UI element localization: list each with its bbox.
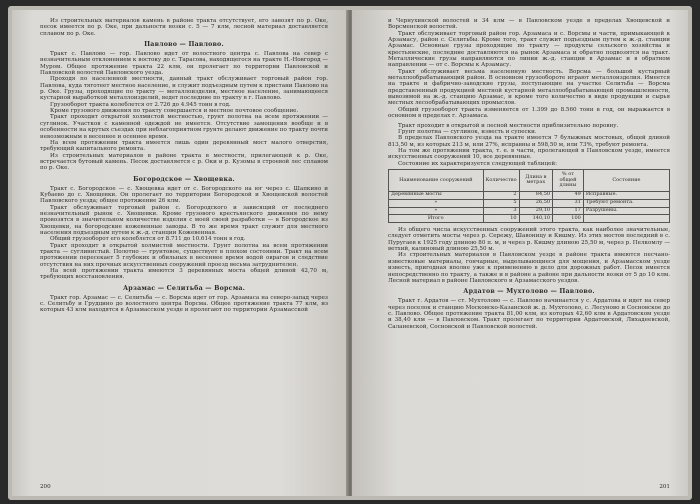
section-heading: Ардатов — Мухтолово — Павлово. (463, 288, 595, 296)
paragraph: Тракт обслуживает весьма населенную местность. Ворсма — большой кустарный металлообрабатывающий район. В основном грузообороте играют металлоизделия. Имеется на тракте и фабрично-заводские грузы, поступающие на участке Селитьба — Ворсма представленный продукцией местной кустарной металлообрабатывающей промышленности, вывозимой на ж.-д. станцию Арзамас, и кроме того количество в виде продукции и сырья местных лесообрабатывающих промыслов. (388, 68, 670, 107)
paragraph: Из строительных материалов в районе тракта в местности, прилегающей к р. Оке, встречается бутовый камень. Песок доставляется с р. Оки и р. Кузомы в строевой лес сплавом по р. Оке. (40, 152, 328, 172)
structures-table (388, 169, 670, 223)
left-page-text (40, 18, 328, 478)
paragraph: Общий грузооборот его колеблется от 8.711 до 10.614 тонн в год. (50, 236, 246, 243)
right-page (352, 10, 688, 496)
left-page (12, 10, 348, 496)
paragraph: Тракт обслуживает торговый район с. Богородского и зависящий от последнего незначительный рынок с. Хвощевки. Кроме грузового крестьянского движения по нему провозятся в значительном количестве изделия с моей своей разработки — в Богородское из Хвощевки, на богородские кожевенные заводы. В то же время тракт служит для местного населения подъездным путем к ж.-д. станции Кожевенная. (40, 204, 328, 236)
paragraph: В пределах Павловского уезда на тракте имеется 7 булыжных мостовых, общей длиной 813,50 м, из которых 213 м, или 27%, исправны и 598,50 м, или 73%, требуют ремонта. (388, 135, 670, 148)
paragraph: Тракт с. Павлово — гор. Павлово идет от волостного центра с. Павлова на север с незначительным отклонением к востоку до с. Тарасова, находящегося на тракте Н.-Новгород — Муром. Общее протяжение тракта 22 клм, он пролегает по территории Павловской и Павловской волостей Павловского уезда. (40, 51, 328, 77)
table-cell: 100 (553, 215, 584, 223)
table-cell: 10 (483, 215, 519, 223)
table-cell: 2 (483, 191, 519, 199)
table-header-cell: Количество (483, 169, 519, 191)
table-cell: Разрушены. (583, 207, 669, 215)
table-cell: 29,10 (519, 207, 553, 215)
paragraph: Тракт проходит в открытой холмистой местности. Грунт полотна на всем протяжении тракта — суглинистый. Полотно — грунтовое, существует в плохом состоянии. Тракт на всем протяжении пересекает 5 глубоких и обильных в весеннее время водой оврагов и следствие отсутствия на них прочных искусственных сооружений проезд весьма затруднителен. (40, 242, 328, 268)
table-row (389, 215, 670, 223)
paragraph: Из строительных материалов в Павловском уезде в районе тракта имеются песчано-известковые материалы, гончарные, выделывающиеся для мощения, и Арзамасском уезде известь, пригодная вполне уже к применению в дело для дорожных работ. Песок имеется непосредственно по тракту, а также и в районе а районе при дальности возки от 5 до 10 клм. Лесной материал в районе Павловского и Арзамасского уездов. (388, 252, 670, 284)
paragraph: Из строительных материалов камень в районе тракта отсутствует, его завозят по р. Оке, песок имеется по р. Оке, при дальности возки с. 5 — 7 клм, лесной материал доставляется сплавом по р. Оке. (40, 18, 328, 37)
table-cell: Деревянные мосты (389, 191, 484, 199)
paragraph: Тракт г. Ардатов — ст. Мухтолово — с. Павлово начинается у с. Ардатова и идет на север через поселок и станцию Московско-Казанской ж. д. Мухтолово, с. Лесуново и Сосновское до с. Павлово. Общее протяжение тракта 81,00 клм, из которых 42,60 клм в Ардатовском уезде и 38,40 клм — в Павловском. Тракт пролегает по территории Ардатовской, Лихадеевской, Саланевской, Сосновской и Павловской волостей. (388, 298, 670, 330)
paragraph: Тракт проходит открытой холмистой местностью, грунт полотна на всем протяжении — суглинок. Участков с каменной одеждой не имеется. Отсутствие замощения вообще и в особенности на крутых съездах при неблагоприятном грунте делают движение по тракту почти невозможным в весеннее и осеннее время. (40, 114, 328, 140)
table-cell: Исправные. (583, 191, 669, 199)
table-header-cell: Наименование сооружений (389, 169, 484, 191)
table-cell: » (389, 199, 484, 207)
table-cell: Итого (389, 215, 484, 223)
table-cell: 26,50 (519, 199, 553, 207)
paragraph: На всем протяжении тракта имеется лишь один деревянный мост малого отверстия, требующий капитального ремонта. (40, 139, 328, 153)
table-cell: 140,10 (519, 215, 553, 223)
paragraph: Общий грузооборот тракта изменяется от 1.399 до 8.560 тонн в год, он выражается в основном в пределах г. Арзамаса. (388, 106, 670, 120)
table-header-cell: % от общей длины (553, 169, 584, 191)
table-row (389, 207, 670, 215)
paragraph: и Чернухинской волостей и 34 клм — в Павловском уезде в пределах Хвощевской и Ворсменской волостей. (388, 18, 670, 31)
right-page-text (388, 18, 670, 478)
section-heading: Павлово — Павлово. (144, 41, 224, 49)
paragraph: Тракт проходит в открытой и лесной местности приблизительно поровну. (398, 122, 619, 129)
table-cell: 84,50 (519, 191, 553, 199)
paragraph: Тракт гор. Арзамас — с. Селитьба — с. Ворсма идет от гор. Арзамаса на северо-запад через с. Селитьбу и Грудцино до волостного центра Ворсма. Общее протяжение тракта 77 клм, из которых 43 клм находятся в Арзамасском уезде и пролегают по территории Арзамасской (40, 294, 328, 314)
book-spread (8, 6, 692, 500)
paragraph: Тракт обслуживает торговый район гор. Арзамаса и с. Ворсмы и части, примыкающей к Арзамасу, район с. Селитьбы. Кроме того, тракт служит подъездным путем к ж.-д. станции Арзамас. Основные грузы проходящие по тракту — продукты сельского хозяйства и крестьянские, последние доставляются на рынок Арзамаса и обратно подвозятся на тракт. Металлические грузы направляются по линии ж.-д. станции в Арзамас и в обратном направлении — от с. Ворсмы к Арзамасу. (388, 30, 670, 69)
section-heading: Арзамас — Селитьба — Ворсма. (122, 284, 246, 292)
paragraph: Кроме грузового движения по тракту совершается и местное почтовое сообщение. (50, 108, 299, 115)
table-header-cell: Состояние (583, 169, 669, 191)
table-row (389, 199, 670, 207)
paragraph: На всей протяжении тракта имеются 3 деревянных моста общей длиной 42,70 м, требующих восстановления. (40, 268, 328, 281)
page-number: 200 (40, 483, 51, 490)
section-heading: Богородское — Хвощевка. (133, 175, 235, 183)
table-cell (583, 215, 669, 223)
paragraph: На том же протяжении тракта, т. е. в части, пролегающей в Павловском уезде, имеется искусственных сооружений 10, все деревянные. (388, 147, 670, 161)
table-cell: » (389, 207, 484, 215)
paragraph: Проходя по населенной местности, данный тракт обслуживает торговый район гор. Павлова, куда тяготеет местное население, и служит подъездным путем к пристани Павлово на р. Оке. Грузы, проходящие по тракту — металлоизделия, местное население, занимающееся кустарной выработкой металлоизделий, ведет последние по тракту в г. Павлово. (40, 76, 328, 102)
table-cell: 17 (553, 207, 584, 215)
paragraph: Грунт полотна — суглинок, известь и супески. (398, 128, 537, 135)
table-header-cell: Длина в метрах (519, 169, 553, 191)
table-cell: 31 (553, 199, 584, 207)
table-cell: 3 (483, 207, 519, 215)
table-cell: 5 (483, 199, 519, 207)
paragraph: Тракт с. Богородское — с. Хвощевка идет от с. Богородского на юг через с. Шапкино и Кубаево до с. Хвощевки. Он пролегает по территории Богородской и Хвощевской волостей Павловского уезда; общее протяжение 26 клм. (40, 185, 328, 205)
paragraph: Грузооборот тракта колеблется от 2.726 до 4.945 тонн в год. (50, 101, 231, 108)
paragraph: Из общего числа искусственных сооружений этого тракта, как наиболее значительные, следует отметить мосты через р. Сережу, Шавоницу и Кишму. Из этих мостов последний в с. Пуругаев к 1925 году длиною 80 п. м, и через р. Кишму длиною 25,50 м, через р. Пелкомлу — ветхий, калиновый длиною 25,50 м. (388, 227, 670, 253)
table-caption: Состояние их характеризуется следующей таблицей: (398, 160, 557, 167)
table-cell: Требуют ремонта. (583, 199, 669, 207)
table-header-row (389, 169, 670, 191)
table-cell: 49 (553, 191, 584, 199)
page-number: 201 (659, 483, 670, 490)
